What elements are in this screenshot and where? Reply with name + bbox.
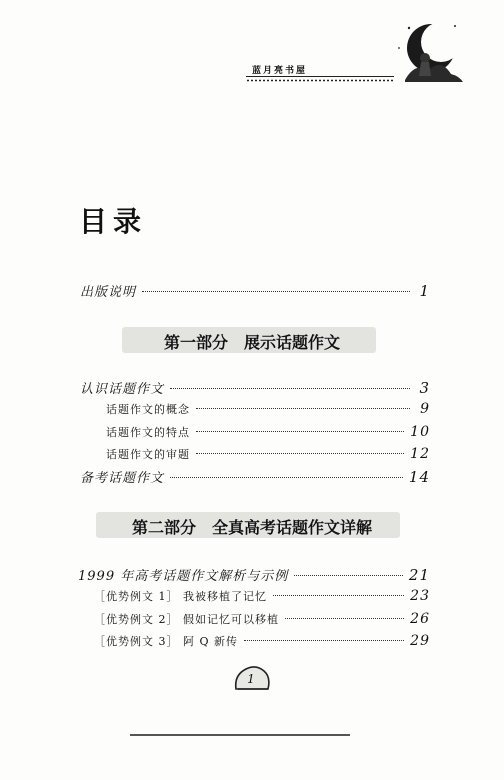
entry-page: 23: [410, 588, 430, 604]
header-dotted-rule: [246, 79, 394, 82]
part-heading: 第二部分 全真高考话题作文详解: [131, 518, 372, 537]
dot-leader: [294, 575, 403, 576]
toc-entry-item[interactable]: [94, 611, 430, 627]
entry-label: 备考话题作文: [80, 471, 165, 486]
entry-label: 出版说明: [80, 285, 137, 300]
dot-leader: [142, 291, 410, 292]
toc-entry-item[interactable]: [106, 424, 430, 440]
header-series-title: 蓝月亮书屋: [252, 66, 308, 76]
entry-label: 话题作文的审题: [106, 448, 190, 461]
toc-entry-item[interactable]: [106, 401, 430, 417]
entry-label: 认识话题作文: [80, 382, 165, 397]
dot-leader: [244, 640, 404, 641]
toc-entry-publisher-note[interactable]: [80, 281, 430, 300]
crescent-moon-reader-logo: [385, 18, 467, 92]
entry-page: 14: [408, 468, 430, 486]
toc-entry-section[interactable]: [80, 467, 430, 486]
entry-page: 29: [410, 633, 430, 649]
toc-entry-item[interactable]: [94, 588, 430, 604]
dot-leader: [196, 453, 404, 454]
entry-label: 1999 年高考话题作文解析与示例: [78, 569, 289, 584]
entry-page: 10: [410, 424, 430, 440]
toc-title: 目录: [79, 205, 148, 238]
entry-label: 话题作文的概念: [106, 403, 190, 416]
header-rule: [246, 76, 394, 77]
dot-leader: [196, 431, 404, 432]
entry-page: 12: [410, 446, 430, 462]
dot-leader: [285, 618, 404, 619]
toc-entry-item[interactable]: [106, 446, 430, 462]
entry-page: 26: [410, 611, 430, 627]
toc-entry-section[interactable]: [78, 565, 430, 584]
dot-leader: [273, 595, 404, 596]
bottom-rule: [130, 734, 350, 736]
entry-page: 1: [419, 282, 430, 300]
dot-leader: [196, 408, 410, 409]
entry-page: 3: [419, 379, 430, 397]
toc-entry-section[interactable]: [80, 378, 430, 397]
entry-label: ［优势例文 2］ 假如记忆可以移植: [94, 613, 279, 626]
page-number: 1: [247, 672, 255, 686]
entry-page: 21: [408, 566, 430, 584]
dot-leader: [170, 388, 410, 389]
part-heading: 第一部分 展示话题作文: [163, 333, 340, 352]
entry-label: 话题作文的特点: [106, 426, 190, 439]
entry-label: ［优势例文 3］ 阿 Q 新传: [94, 635, 239, 648]
entry-label: ［优势例文 1］ 我被移植了记忆: [94, 590, 267, 603]
entry-page: 9: [420, 401, 430, 417]
dot-leader: [170, 477, 403, 478]
toc-entry-item[interactable]: [94, 633, 430, 649]
